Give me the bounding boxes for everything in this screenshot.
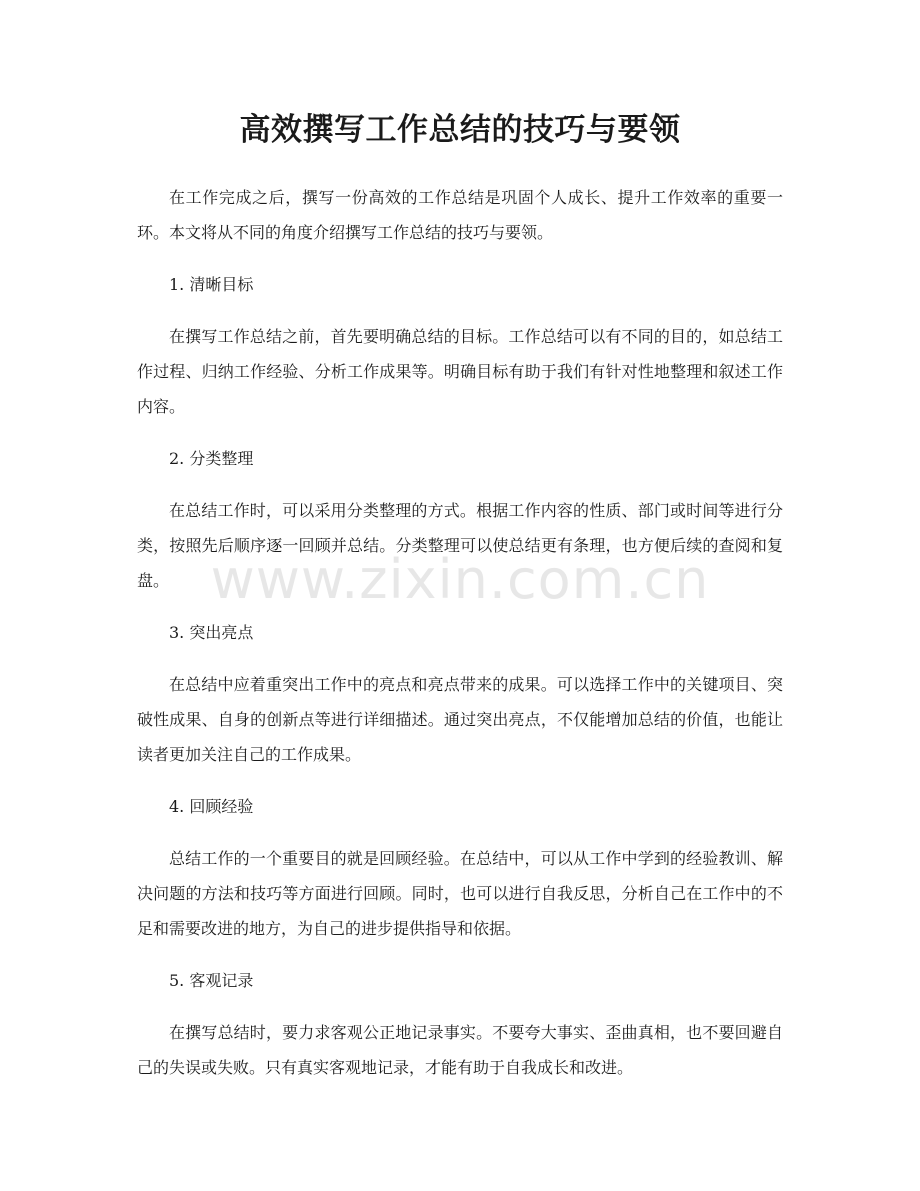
section-heading-1: 1. 清晰目标 [169, 275, 254, 294]
section-heading-2: 2. 分类整理 [169, 449, 254, 468]
section-body-1: 在撰写工作总结之前，首先要明确总结的目标。工作总结可以有不同的目的，如总结工作过程、归纳工作经验、分析工作成果等。明确目标有助于我们有针对性地整理和叙述工作内容。 [137, 327, 783, 416]
section-body-5: 在撰写总结时，要力求客观公正地记录事实。不要夸大事实、歪曲真相，也不要回避自己的失误或失败。只有真实客观地记录，才能有助于自我成长和改进。 [137, 1023, 783, 1077]
document-title: 高效撰写工作总结的技巧与要领 [239, 112, 681, 148]
section-body-4: 总结工作的一个重要目的就是回顾经验。在总结中，可以从工作中学到的经验教训、解决问题的方法和技巧等方面进行回顾。同时，也可以进行自我反思，分析自己在工作中的不足和需要改进的地方，为自己的进步提供指导和依据。 [137, 849, 783, 938]
document-body [137, 180, 783, 1102]
section-heading-5: 5. 客观记录 [169, 971, 254, 990]
intro-paragraph: 在工作完成之后，撰写一份高效的工作总结是巩固个人成长、提升工作效率的重要一环。本文将从不同的角度介绍撰写工作总结的技巧与要领。 [137, 188, 783, 242]
section-heading-4: 4. 回顾经验 [169, 797, 254, 816]
section-heading-3: 3. 突出亮点 [169, 623, 254, 642]
section-body-3: 在总结中应着重突出工作中的亮点和亮点带来的成果。可以选择工作中的关键项目、突破性成果、自身的创新点等进行详细描述。通过突出亮点，不仅能增加总结的价值，也能让读者更加关注自己的工作成果。 [137, 675, 783, 764]
watermark: www.zixin.com.cn [210, 548, 710, 611]
section-body-2: 在总结工作时，可以采用分类整理的方式。根据工作内容的性质、部门或时间等进行分类，按照先后顺序逐一回顾并总结。分类整理可以使总结更有条理，也方便后续的查阅和复盘。 [137, 501, 783, 590]
